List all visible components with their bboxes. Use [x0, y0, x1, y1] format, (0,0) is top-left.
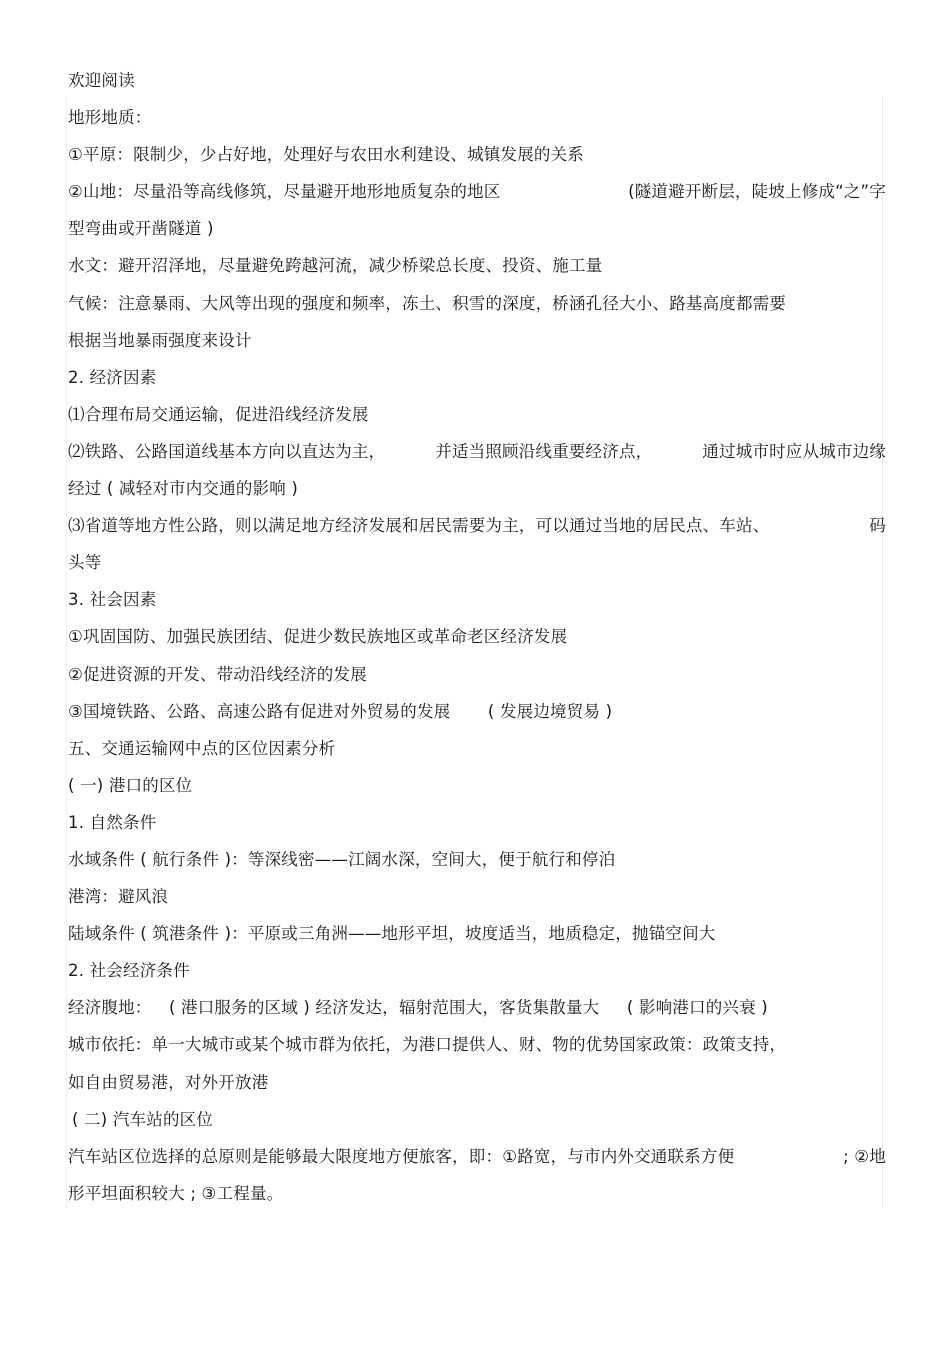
text-line: 型弯曲或开凿隧道 ) [68, 219, 214, 239]
text-line [68, 433, 886, 470]
text-line: ②促进资源的开发、带动沿线经济的发展 [68, 664, 367, 684]
text-line: 经过 ( 减轻对市内交通的影响 ) [68, 479, 299, 499]
text-line: 如自由贸易港，对外开放港 [68, 1072, 269, 1092]
text-line: 头等 [68, 553, 102, 573]
page-header: 欢迎阅读 [68, 71, 135, 90]
text-segment: ( 港口服务的区域 ) 经济发达，辐射范围大，客货集散量大 [168, 998, 600, 1018]
text-segment: (隧道避开断层，陡坡上修成“之”字 [628, 182, 886, 202]
text-line: ①平原：限制少，少占好地，处理好与农田水利建设、城镇发展的关系 [68, 145, 584, 165]
text-line [68, 173, 886, 210]
text-line [68, 989, 886, 1026]
section-heading: 3. 社会因素 [68, 590, 157, 610]
text-segment: ( 发展边境贸易 ) [487, 701, 613, 721]
text-line: 气候：注意暴雨、大风等出现的强度和频率，冻土、积雪的深度，桥涵孔径大小、路基高度都需要 [68, 293, 787, 313]
text-line [68, 693, 886, 730]
text-segment: ( 影响港口的兴衰 ) [626, 998, 768, 1018]
text-line: ⑴合理布局交通运输，促进沿线经济发展 [68, 404, 369, 424]
document-body [68, 62, 886, 1212]
text-line: 陆域条件 ( 筑港条件 )：平原或三角洲——地形平坦，坡度适当，地质稳定，抛锚空间大 [68, 924, 716, 944]
subsection-heading: ( 一) 港口的区位 [68, 775, 193, 795]
text-line [68, 1138, 886, 1175]
text-line: 水文：避开沼泽地，尽量避免跨越河流，减少桥梁总长度、投资、施工量 [68, 256, 603, 276]
text-line: 城市依托：单一大城市或某个城市群为依托，为港口提供人、财、物的优势国家政策：政策支持， [68, 1035, 787, 1055]
left-margin-rule [66, 96, 67, 1208]
text-line: 地形地质： [68, 108, 152, 128]
text-line: 港湾：避风浪 [68, 887, 169, 907]
text-segment: 码 [869, 516, 886, 536]
section-heading: 五、交通运输网中点的区位因素分析 [68, 738, 336, 758]
text-segment: ; ②地 [843, 1146, 886, 1166]
text-line: ①巩固国防、加强民族团结、促进少数民族地区或革命老区经济发展 [68, 627, 568, 647]
subsection-heading: 2. 社会经济条件 [68, 961, 190, 981]
subsection-heading: 1. 自然条件 [68, 812, 157, 832]
text-segment: ②山地：尽量沿等高线修筑，尽量避开地形地质复杂的地区 [68, 182, 501, 202]
subsection-heading: ( 二) 汽车站的区位 [72, 1109, 214, 1129]
text-segment: ⑶省道等地方性公路，则以满足地方经济发展和居民需要为主，可以通过当地的居民点、车站、 [68, 516, 770, 536]
text-segment: 通过城市时应从城市边缘 [702, 441, 886, 461]
text-segment: 并适当照顾沿线重要经济点， [435, 441, 653, 461]
text-segment: 汽车站区位选择的总原则是能够最大限度地方便旅客，即：①路宽，与市内外交通联系方便 [68, 1146, 735, 1166]
text-line [68, 507, 886, 544]
text-line: 水域条件 ( 航行条件 )：等深线密——江阔水深，空间大，便于航行和停泊 [68, 849, 616, 869]
section-heading: 2. 经济因素 [68, 367, 157, 387]
text-line: 根据当地暴雨强度来设计 [68, 330, 252, 350]
text-segment: ③国境铁路、公路、高速公路有促进对外贸易的发展 [68, 701, 451, 721]
text-line: 形平坦面积较大 ; ③工程量。 [68, 1183, 284, 1203]
text-segment: ⑵铁路、公路国道线基本方向以直达为主， [68, 441, 386, 461]
text-segment: 经济腹地： [68, 998, 152, 1018]
